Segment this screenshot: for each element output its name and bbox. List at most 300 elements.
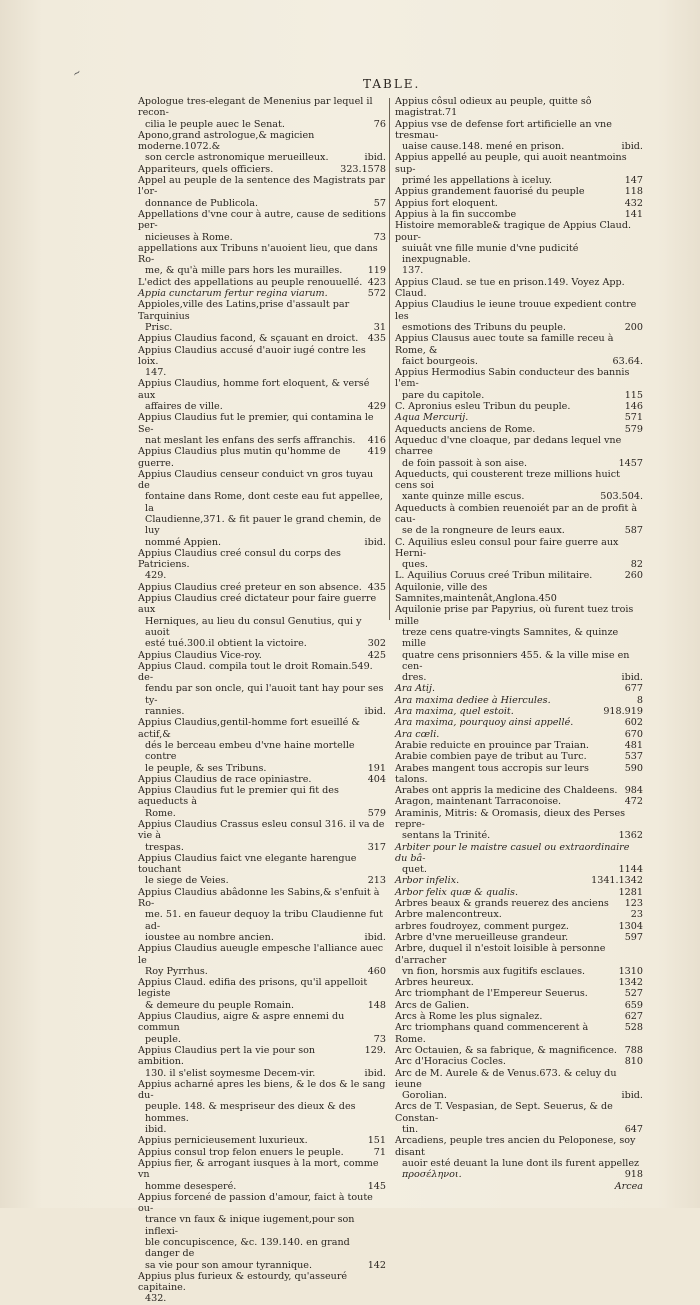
page-reference: 1342 <box>618 977 643 989</box>
page-reference: 435 <box>367 581 386 593</box>
right-column <box>395 96 643 1192</box>
entry-text: pare du capitole. <box>402 389 485 401</box>
index-entry <box>395 243 643 266</box>
entry-text: Appel au peuple de la sentence des Magistrats par l'or- <box>138 175 386 198</box>
index-entry <box>138 164 386 175</box>
entry-text: Ara maxima, quel estoit. <box>395 706 514 718</box>
page-reference: 191 <box>367 762 386 774</box>
index-entry <box>138 638 386 649</box>
entry-text: Arcea <box>614 1180 643 1192</box>
index-entry <box>395 390 643 401</box>
entry-text: Arbor infelix. <box>395 875 460 887</box>
page-reference: ibid. <box>621 672 643 684</box>
entry-text: Appius Claudius censeur conduict vn gros tuyau de <box>138 468 374 492</box>
entry-text: Arbres beaux & grands reuerez des anciens <box>395 898 609 910</box>
entry-text: ibid. <box>145 1124 167 1136</box>
entry-text: Appius Claud. compila tout le droit Romain.549. de- <box>138 660 373 684</box>
page-reference: 918 <box>624 1169 643 1181</box>
entry-text: 147. <box>145 367 167 379</box>
index-entry <box>138 130 386 153</box>
entry-text: Arc d'Horacius Cocles. <box>395 1056 506 1068</box>
entry-text: Aqua Mercurij. <box>395 412 469 424</box>
page-reference: 587 <box>624 525 643 537</box>
page-reference: 670 <box>624 728 643 740</box>
index-entry <box>138 932 386 943</box>
page-reference: 145 <box>367 1180 386 1192</box>
page-reference: 1457 <box>618 457 643 469</box>
index-entry <box>138 582 386 593</box>
entry-text: tin. <box>402 1124 419 1136</box>
page-reference: 118 <box>624 186 643 198</box>
entry-text: Ara Atij. <box>395 683 435 695</box>
entry-text: appellations aux Tribuns n'auoient lieu, que dans Ro- <box>138 242 378 266</box>
entry-text: Aqueducts à combien reuenoiét par an de profit à cau- <box>395 502 638 525</box>
index-entry <box>138 1045 386 1068</box>
entry-text: Appius grandement fauorisé du peuple <box>395 186 585 198</box>
page-reference: 23 <box>630 909 643 921</box>
page-reference: 597 <box>624 931 643 943</box>
entry-text: arbres foudroyez, comment purgez. <box>395 920 569 932</box>
entry-text: le peuple, & ses Tribuns. <box>145 762 267 774</box>
entry-text: Appius Claudius le ieune trouue expedient contre les <box>395 299 637 322</box>
page-reference: 148 <box>367 999 386 1011</box>
entry-text: fontaine dans Rome, dont ceste eau fut appellee, la <box>145 491 383 514</box>
entry-text: Rome. <box>145 807 176 819</box>
entry-text: Appius pernicieusement luxurieux. <box>138 1135 308 1147</box>
entry-text: Appius Claudius accusé d'auoir iugé contre les loix. <box>138 344 366 367</box>
page-reference: 200 <box>624 321 643 333</box>
entry-text: Arbres heureux. <box>395 977 474 989</box>
index-entry <box>138 842 386 853</box>
entry-text: Ara maxima dediee à Hiercules. <box>395 694 551 706</box>
index-entry <box>138 491 386 514</box>
index-entry <box>395 175 643 186</box>
entry-text: Appius Claudius Vice-roy. <box>138 649 262 661</box>
index-entry <box>395 198 643 209</box>
page-reference: 677 <box>624 683 643 695</box>
entry-text: primé les appellations à iceluy. <box>402 175 553 187</box>
index-entry <box>138 1293 386 1304</box>
index-entry <box>395 898 643 909</box>
page-reference: 73 <box>373 1033 386 1045</box>
entry-text: L. Aquilius Coruus creé Tribun militaire. <box>395 570 593 582</box>
entry-text: Appius Claud. edifia des prisons, qu'il appelloit legiste <box>138 977 368 1000</box>
page-reference: 71 <box>373 1146 386 1158</box>
index-entry <box>395 650 643 673</box>
index-entry <box>138 1147 386 1158</box>
entry-text: 429. <box>145 570 167 582</box>
entry-text: Arabie reduicte en prouince par Traian. <box>395 739 589 751</box>
page-reference: 323.1578 <box>340 163 386 175</box>
entry-text: Arbre, duquel il n'estoit loisible à personne d'arracher <box>395 943 606 966</box>
index-entry <box>395 1045 643 1056</box>
index-entry <box>138 1068 386 1079</box>
entry-text: nat meslant les enfans des serfs affranchis. <box>145 434 356 446</box>
index-entry <box>138 1034 386 1045</box>
entry-text: Arbre d'vne merueilleuse grandeur. <box>395 931 569 943</box>
entry-text: Appioles,ville des Latins,prise d'assault par Tarquinius <box>138 299 350 322</box>
index-entry <box>138 1271 386 1294</box>
entry-text: Appius Claudius creé preteur en son absence. <box>138 581 362 593</box>
index-entry <box>395 1169 643 1180</box>
entry-text: Appius Claudius plus mutin qu'homme de guerre. <box>138 446 341 469</box>
page-reference: 141 <box>624 208 643 220</box>
entry-text: treze cens quatre-vingts Samnites, & quinze mille <box>402 626 619 650</box>
entry-text: Aqueducts, qui cousterent treze millions huict cens soi <box>395 468 620 492</box>
entry-text: Aragon, maintenant Tarraconoise. <box>395 796 562 808</box>
index-entry <box>395 977 643 988</box>
entry-text: Arcs de Galien. <box>395 999 470 1011</box>
page-reference: ibid. <box>364 152 386 164</box>
entry-text: Appius Claudius creé dictateur pour faire guerre aux <box>138 593 377 616</box>
entry-text: peuple. 148. & mespriseur des dieux & des hommes. <box>145 1101 356 1124</box>
index-entry <box>395 875 643 886</box>
index-entry <box>138 774 386 785</box>
index-entry <box>395 1000 643 1011</box>
index-entry <box>395 1068 643 1091</box>
page-reference: 918.919 <box>603 706 643 718</box>
entry-text: Appius à la fin succombe <box>395 208 517 220</box>
index-entry <box>138 1260 386 1271</box>
page-reference: 31 <box>373 321 386 333</box>
page-reference: 142 <box>367 1259 386 1271</box>
page-reference: 63.64. <box>612 355 643 367</box>
page-reference: 579 <box>624 423 643 435</box>
entry-text: Appariteurs, quels officiers. <box>138 163 274 175</box>
page-reference: ibid. <box>364 536 386 548</box>
index-entry <box>395 503 643 526</box>
entry-text: Appius Claudius creé consul du corps des Patriciens. <box>138 547 341 571</box>
index-entry <box>138 909 386 932</box>
page-reference: 76 <box>373 118 386 130</box>
entry-text: faict bourgeois. <box>402 355 478 367</box>
entry-text: Arc triomphans quand commencerent à Rome. <box>395 1022 589 1045</box>
page-reference: 302 <box>367 638 386 650</box>
page-reference: 460 <box>367 965 386 977</box>
index-entry <box>138 175 386 198</box>
page-reference: 1310 <box>618 965 643 977</box>
index-entry <box>138 1000 386 1011</box>
index-entry <box>395 921 643 932</box>
index-entry <box>395 683 643 694</box>
entry-text: C. Apronius esleu Tribun du peuple. <box>395 401 571 413</box>
entry-text: Araminis, Mitris: & Oromasis, dieux des Perses repre- <box>395 807 626 830</box>
entry-text: cilia le peuple auec le Senat. <box>145 118 285 130</box>
index-entry <box>395 277 643 300</box>
index-entry <box>138 198 386 209</box>
index-entry <box>395 717 643 728</box>
index-entry <box>395 559 643 570</box>
entry-text: Appius Claudius fut le premier, qui contamina le Se- <box>138 412 374 435</box>
index-entry <box>138 1011 386 1034</box>
page-reference: 984 <box>624 785 643 797</box>
index-entry <box>138 875 386 886</box>
entry-text: 432. <box>145 1293 167 1305</box>
page-reference: 423 <box>367 276 386 288</box>
page-reference: 435 <box>367 333 386 345</box>
index-entry <box>395 842 643 865</box>
entry-text: Arbiter pour le maistre casuel ou extraordinaire du bâ- <box>395 841 630 864</box>
index-entry <box>395 299 643 322</box>
entry-text: Arabes ont appris la medicine des Chaldeens. <box>395 785 618 797</box>
index-entry <box>395 186 643 197</box>
page-reference: 147 <box>624 175 643 187</box>
index-entry <box>395 988 643 999</box>
page-reference: 57 <box>373 197 386 209</box>
index-entry <box>395 1101 643 1124</box>
index-entry <box>138 401 386 412</box>
index-entry <box>395 695 643 706</box>
entry-text: L'edict des appellations au peuple renouuellé. <box>138 276 363 288</box>
entry-text: Appius Claudius,gentil-homme fort esueillé & actif,& <box>138 717 360 740</box>
entry-text: nicieuses à Rome. <box>145 231 233 243</box>
page-reference: ibid. <box>621 141 643 153</box>
page-reference: 528 <box>624 1022 643 1034</box>
entry-text: Appius consul trop felon enuers le peuple. <box>138 1146 344 1158</box>
index-entry <box>395 932 643 943</box>
entry-text: Appius Claudius, homme fort eloquent, & versé aux <box>138 378 370 401</box>
index-entry <box>395 751 643 762</box>
page-reference: 317 <box>367 841 386 853</box>
index-entry <box>395 367 643 390</box>
page-reference: 788 <box>624 1044 643 1056</box>
entry-text: Appius Claudius faict vne elegante harengue touchant <box>138 852 357 876</box>
entry-text: Aqueducts anciens de Rome. <box>395 423 536 435</box>
index-entry <box>395 412 643 423</box>
entry-text: Arabes mangent tous accropis sur leurs talons. <box>395 762 589 785</box>
index-entry <box>138 537 386 548</box>
entry-text: Arbor felix quæ & qualis. <box>395 886 519 898</box>
entry-text: Appius fort eloquent. <box>395 197 498 209</box>
entry-text: xante quinze mille escus. <box>402 491 525 503</box>
page-reference: 123 <box>624 898 643 910</box>
entry-text: 130. il s'elist soymesme Decem-vir. <box>145 1067 316 1079</box>
page-reference: 429 <box>367 401 386 413</box>
entry-text: se de la rongneure de leurs eaux. <box>402 525 565 537</box>
entry-text: ques. <box>402 559 428 571</box>
entry-text: Arc triomphant de l'Empereur Seuerus. <box>395 988 588 1000</box>
left-column <box>138 96 386 1305</box>
index-entry <box>395 785 643 796</box>
column-divider <box>389 98 390 620</box>
entry-text: quet. <box>402 864 427 876</box>
index-entry <box>395 729 643 740</box>
index-entry <box>138 1237 386 1260</box>
corner-mark: ~ <box>70 66 84 81</box>
index-entry <box>138 808 386 819</box>
index-entry <box>395 627 643 650</box>
index-entry <box>395 966 643 977</box>
page-reference: 416 <box>367 434 386 446</box>
entry-text: Apologue tres-elegant de Menenius par lequel il recon- <box>138 96 373 119</box>
index-entry <box>395 119 643 142</box>
index-entry <box>395 887 643 898</box>
page-reference: 260 <box>624 570 643 582</box>
page-reference: 151 <box>367 1135 386 1147</box>
index-entry <box>138 1124 386 1135</box>
entry-text: Appius plus furieux & estourdy, qu'asseuré capitaine. <box>138 1270 348 1294</box>
index-entry <box>395 1158 643 1169</box>
index-entry <box>138 593 386 616</box>
entry-text: Aquilonie, ville des Samnites,maintenât,Anglona.450 <box>395 581 557 605</box>
page-reference: 8 <box>636 694 643 706</box>
index-entry <box>395 525 643 536</box>
index-entry <box>138 1079 386 1102</box>
index-entry <box>138 570 386 581</box>
entry-text: Arabie combien paye de tribut au Turc. <box>395 751 587 763</box>
page-reference: 404 <box>367 773 386 785</box>
entry-text: προσέληνοι. <box>402 1169 462 1181</box>
index-entry <box>138 446 386 469</box>
page-reference: 119 <box>367 265 386 277</box>
index-entry <box>138 740 386 763</box>
entry-text: 137. <box>402 265 424 277</box>
index-entry <box>138 435 386 446</box>
index-entry <box>138 243 386 266</box>
index-entry <box>138 548 386 571</box>
entry-text: Roy Pyrrhus. <box>145 965 208 977</box>
index-entry <box>138 265 386 276</box>
index-entry <box>138 977 386 1000</box>
index-entry <box>395 1090 643 1101</box>
index-entry <box>395 604 643 627</box>
entry-text: le siege de Veies. <box>145 875 229 887</box>
index-entry <box>395 1124 643 1135</box>
entry-text: & demeure du peuple Romain. <box>145 999 295 1011</box>
index-entry <box>138 1158 386 1181</box>
entry-text: Appius côsul odieux au peuple, quitte sô magistrat.71 <box>395 96 592 119</box>
index-entry <box>138 1101 386 1124</box>
entry-text: Arcadiens, peuple tres ancien du Peloponese, soy disant <box>395 1135 636 1158</box>
entry-text: Appellations d'vne cour à autre, cause de seditions per- <box>138 208 386 232</box>
index-entry <box>395 356 643 367</box>
entry-text: donnance de Publicola. <box>145 197 259 209</box>
index-entry <box>138 706 386 717</box>
index-entry <box>395 458 643 469</box>
entry-text: me. 51. en faueur dequoy la tribu Claudienne fut ad- <box>145 909 383 932</box>
page-reference: 602 <box>624 717 643 729</box>
entry-text: Appius Claudius abâdonne les Sabins,& s'enfuit à Ro- <box>138 886 380 910</box>
page-reference: 1281 <box>618 886 643 898</box>
index-entry <box>395 435 643 458</box>
index-entry <box>395 763 643 786</box>
entry-text: de foin passoit à son aise. <box>402 457 528 469</box>
index-entry <box>138 119 386 130</box>
entry-text: Appius appellé au peuple, qui auoit neantmoins sup- <box>395 152 627 175</box>
entry-text: affaires de ville. <box>145 401 223 413</box>
page-reference: 115 <box>624 389 643 401</box>
index-entry <box>138 1181 386 1192</box>
entry-text: Appius Claudius aueugle empesche l'alliance auec le <box>138 943 384 966</box>
index-entry <box>138 1135 386 1146</box>
index-entry <box>138 650 386 661</box>
entry-text: C. Aquilius esleu consul pour faire guerre aux Herni- <box>395 536 619 559</box>
page-reference: 579 <box>367 807 386 819</box>
index-entry <box>395 491 643 502</box>
entry-text: dres. <box>402 672 427 684</box>
index-entry <box>138 661 386 684</box>
entry-text: Appius Claudius pert la vie pour son ambition. <box>138 1044 316 1068</box>
entry-text: Appius Hermodius Sabin conducteur des bannis l'em- <box>395 367 630 390</box>
page-reference: 481 <box>624 739 643 751</box>
entry-text: peuple. <box>145 1033 181 1045</box>
index-entry <box>138 717 386 740</box>
entry-text: Appius Claudius fut le premier qui fit des aqueducts à <box>138 785 339 808</box>
page-reference: 472 <box>624 796 643 808</box>
entry-text: Arc Octauien, & sa fabrique, & magnificence. <box>395 1044 617 1056</box>
index-entry <box>395 322 643 333</box>
page-reference: 503.504. <box>600 491 643 503</box>
entry-text: Appius Claud. se tue en prison.149. Voyez App. Claud. <box>395 276 625 300</box>
index-entry <box>138 853 386 876</box>
index-entry <box>138 378 386 401</box>
page-reference: ibid. <box>364 931 386 943</box>
entry-text: sa vie pour son amour tyrannique. <box>145 1259 313 1271</box>
index-entry <box>138 943 386 966</box>
entry-text: Appius vse de defense fort artificielle an vne tresmau- <box>395 118 612 141</box>
index-entry <box>138 96 386 119</box>
page-reference: 1341.1342 <box>591 875 643 887</box>
page-reference: ibid. <box>364 1067 386 1079</box>
page-reference: 647 <box>624 1124 643 1136</box>
index-entry <box>138 763 386 774</box>
index-entry <box>395 706 643 717</box>
index-entry <box>395 909 643 920</box>
index-entry <box>395 830 643 841</box>
entry-text: nommé Appien. <box>145 536 222 548</box>
index-entry <box>138 299 386 322</box>
page-reference: 572 <box>367 288 386 300</box>
index-entry <box>138 152 386 163</box>
entry-text: Histoire memorable& tragique de Appius Claud. pour- <box>395 220 632 243</box>
index-entry <box>395 141 643 152</box>
index-entry <box>138 232 386 243</box>
entry-text: Appius acharné apres les biens, & le dos & le sang du- <box>138 1078 386 1102</box>
index-entry <box>138 514 386 537</box>
page-reference: 627 <box>624 1011 643 1023</box>
page-reference: 73 <box>373 231 386 243</box>
index-entry <box>395 582 643 605</box>
index-entry <box>138 819 386 842</box>
index-entry <box>395 796 643 807</box>
entry-text: rannies. <box>145 706 185 718</box>
page-reference: 82 <box>630 559 643 571</box>
page-reference: 1362 <box>618 830 643 842</box>
entry-text: son cercle astronomique merueilleux. <box>145 152 329 164</box>
index-entry <box>395 401 643 412</box>
index-entry <box>395 943 643 966</box>
entry-text: Arbre malencontreux. <box>395 909 502 921</box>
index-entry <box>138 469 386 492</box>
entry-text: ble concupiscence, &c. 139.140. en grand danger de <box>145 1236 350 1260</box>
entry-text: fendu par son oncle, qui l'auoit tant hay pour ses ty- <box>145 683 384 706</box>
index-entry <box>138 277 386 288</box>
page-reference: 537 <box>624 751 643 763</box>
index-entry <box>138 333 386 344</box>
entry-text: Apono,grand astrologue,& magicien moderne.1072.& <box>138 129 315 153</box>
entry-text: auoir esté deuant la lune dont ils furent appellez <box>402 1157 640 1169</box>
page-reference: 213 <box>367 875 386 887</box>
index-entry <box>138 209 386 232</box>
page-header: TABLE. <box>363 77 421 91</box>
entry-text: trance vn faux & inique iugement,pour son inflexi- <box>145 1214 355 1237</box>
index-entry <box>395 1135 643 1158</box>
entry-text: Aqueduc d'vne cloaque, par dedans lequel vne charree <box>395 434 622 458</box>
entry-text: Ara maxima, pourquoy ainsi appellé. <box>395 717 574 729</box>
entry-text: Appius Claudius facond, & sçauant en droict. <box>138 333 359 345</box>
index-entry <box>395 424 643 435</box>
page-reference: 1304 <box>618 920 643 932</box>
